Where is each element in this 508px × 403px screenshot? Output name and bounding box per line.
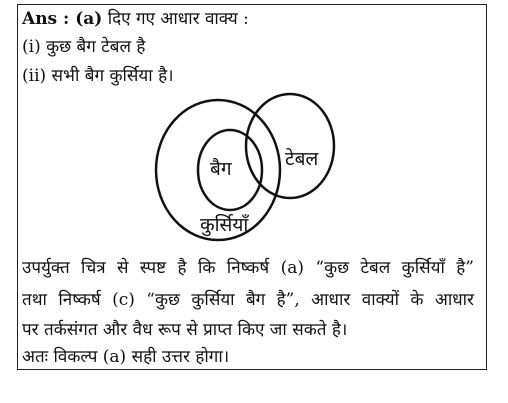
answer-label: Ans : (a) (22, 9, 103, 29)
explanation-line-1: उपर्युक्त चित्र से स्पष्ट है कि निष्कर्ष (a) “कुछ टेबल कुर्सियाँ है” (22, 258, 474, 278)
table-circle (246, 94, 334, 198)
answer-heading-line (22, 9, 249, 29)
explanation-line-3: पर तर्कसंगत और वैध रूप से प्राप्त किए जा सकते है। (22, 320, 348, 340)
premise-2: (ii) सभी बैग कुर्सिया है। (22, 66, 174, 86)
answer-heading: दिए गए आधार वाक्य : (107, 9, 249, 29)
bag-label: बैग (210, 158, 232, 180)
venn-diagram (150, 82, 360, 252)
conclusion-line: अतः विकल्प (a) सही उत्तर होगा। (22, 347, 230, 367)
chairs-label: कुर्सियाँ (200, 214, 249, 236)
premise-1: (i) कुछ बैग टेबल है (22, 37, 146, 57)
table-label: टेबल (285, 148, 319, 170)
explanation-line-2: तथा निष्कर्ष (c) “कुछ कुर्सिया बैग है”, आधार वाक्यों के आधार (22, 290, 474, 310)
